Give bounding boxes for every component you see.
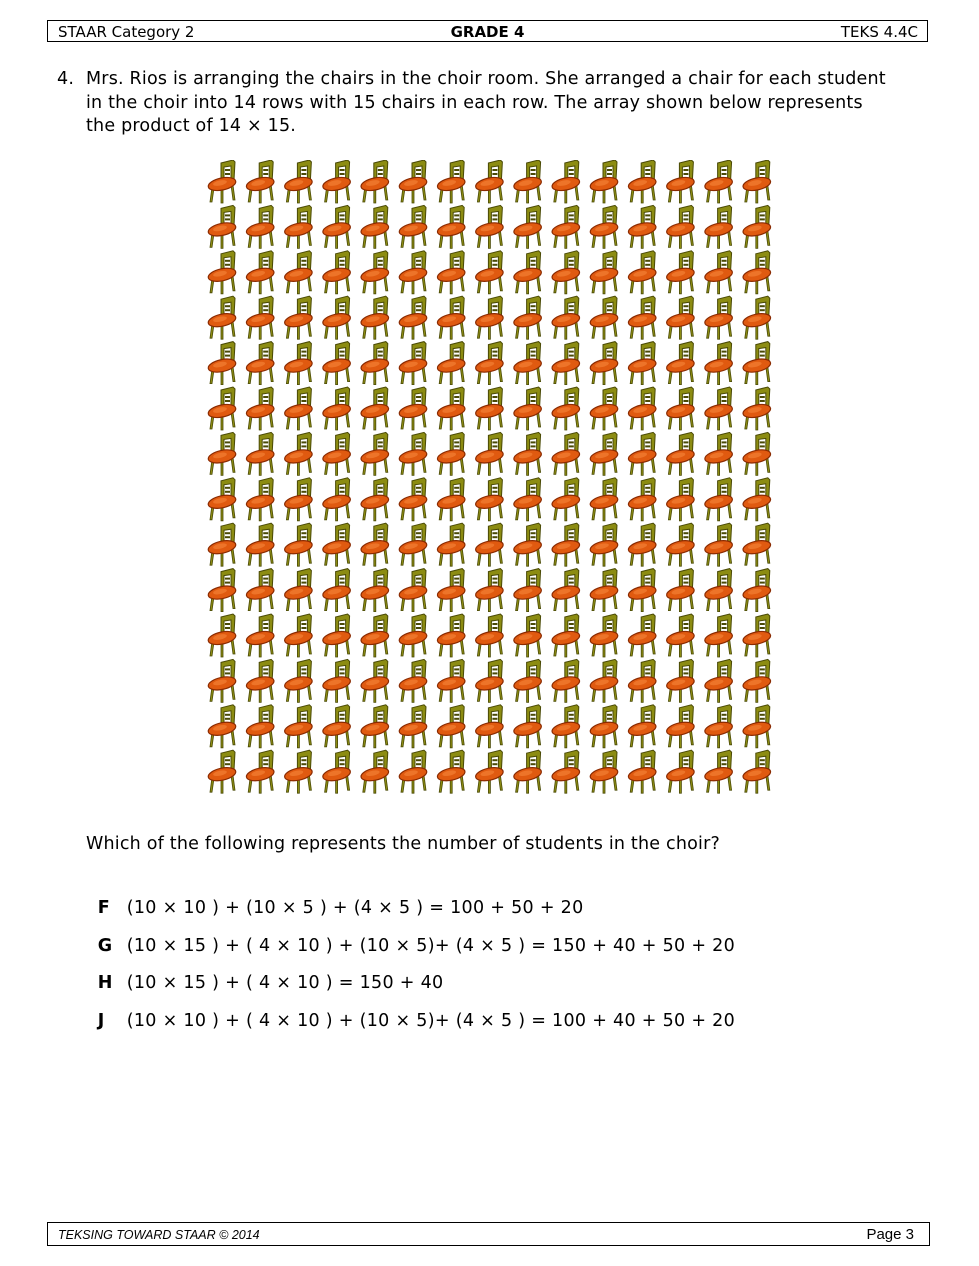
- question-number: 4.: [57, 69, 75, 89]
- chair-icon: [551, 659, 581, 702]
- chair-icon: [207, 387, 237, 430]
- chair-icon: [551, 523, 581, 566]
- choice-g[interactable]: [86, 916, 735, 956]
- chair-icon: [436, 432, 466, 475]
- chair-icon: [589, 251, 619, 294]
- choice-text: (10 × 15 ) + ( 4 × 10 ) = 150 + 40: [126, 973, 444, 993]
- chair-icon: [742, 296, 772, 339]
- chair-icon: [665, 614, 695, 657]
- chair-icon: [589, 750, 619, 793]
- chair-icon: [207, 523, 237, 566]
- chair-icon: [742, 432, 772, 475]
- chair-icon: [360, 705, 390, 748]
- chair-icon: [742, 569, 772, 612]
- chair-icon: [436, 523, 466, 566]
- chair-icon: [322, 432, 352, 475]
- chair-icon: [704, 659, 734, 702]
- chair-icon: [245, 205, 275, 248]
- chair-icon: [513, 342, 543, 385]
- chair-icon: [360, 523, 390, 566]
- chair-icon: [207, 478, 237, 521]
- chair-icon: [513, 205, 543, 248]
- chair-icon: [513, 478, 543, 521]
- chair-icon: [245, 614, 275, 657]
- chair-icon: [513, 705, 543, 748]
- chair-icon: [589, 659, 619, 702]
- choice-text: (10 × 10 ) + ( 4 × 10 ) + (10 × 5)+ (4 × 5 ) = 100 + 40 + 50 + 20: [126, 1011, 736, 1031]
- choice-j[interactable]: [86, 991, 735, 1031]
- chair-icon: [742, 387, 772, 430]
- chair-icon: [742, 205, 772, 248]
- chair-icon: [513, 160, 543, 203]
- chair-icon: [742, 659, 772, 702]
- choice-h[interactable]: [86, 953, 443, 993]
- chair-icon: [283, 251, 313, 294]
- chair-icon: [589, 160, 619, 203]
- chair-icon: [283, 614, 313, 657]
- chair-icon: [283, 387, 313, 430]
- chair-icon: [589, 705, 619, 748]
- chair-icon: [322, 659, 352, 702]
- chair-icon: [474, 387, 504, 430]
- chair-icon: [665, 750, 695, 793]
- chair-icon: [398, 432, 428, 475]
- chair-icon: [742, 523, 772, 566]
- chair-icon: [436, 387, 466, 430]
- chair-icon: [513, 750, 543, 793]
- chair-icon: [436, 614, 466, 657]
- chair-icon: [322, 342, 352, 385]
- chair-icon: [322, 614, 352, 657]
- chair-icon: [245, 705, 275, 748]
- chair-icon: [665, 296, 695, 339]
- chair-icon: [513, 296, 543, 339]
- chair-icon: [207, 659, 237, 702]
- chair-icon: [207, 569, 237, 612]
- chair-icon: [627, 387, 657, 430]
- chair-icon: [398, 705, 428, 748]
- chair-icon: [474, 342, 504, 385]
- chair-icon: [283, 432, 313, 475]
- chair-icon: [627, 659, 657, 702]
- chair-icon: [283, 569, 313, 612]
- chair-icon: [551, 387, 581, 430]
- chair-icon: [245, 160, 275, 203]
- chair-icon: [436, 251, 466, 294]
- chair-icon: [360, 614, 390, 657]
- chair-icon: [513, 659, 543, 702]
- chair-icon: [283, 205, 313, 248]
- choice-text: (10 × 15 ) + ( 4 × 10 ) + (10 × 5)+ (4 × 5 ) = 150 + 40 + 50 + 20: [126, 936, 736, 956]
- chair-array: [204, 160, 778, 796]
- chair-icon: [360, 296, 390, 339]
- chair-icon: [513, 614, 543, 657]
- chair-icon: [551, 205, 581, 248]
- chair-icon: [398, 478, 428, 521]
- chair-icon: [245, 659, 275, 702]
- chair-icon: [665, 432, 695, 475]
- chair-icon: [360, 342, 390, 385]
- chair-icon: [474, 205, 504, 248]
- chair-icon: [360, 251, 390, 294]
- chair-icon: [627, 296, 657, 339]
- chair-icon: [283, 750, 313, 793]
- chair-icon: [398, 523, 428, 566]
- chair-icon: [398, 387, 428, 430]
- chair-icon: [474, 659, 504, 702]
- chair-icon: [360, 432, 390, 475]
- chair-icon: [551, 296, 581, 339]
- chair-icon: [551, 478, 581, 521]
- chair-icon: [360, 387, 390, 430]
- chair-icon: [207, 614, 237, 657]
- chair-icon: [207, 296, 237, 339]
- chair-icon: [589, 569, 619, 612]
- chair-icon: [589, 296, 619, 339]
- chair-icon: [742, 750, 772, 793]
- chair-icon: [398, 659, 428, 702]
- chair-icon: [360, 750, 390, 793]
- chair-icon: [704, 432, 734, 475]
- chair-icon: [360, 659, 390, 702]
- chair-icon: [436, 705, 466, 748]
- chair-icon: [742, 705, 772, 748]
- chair-icon: [207, 160, 237, 203]
- chair-icon: [207, 432, 237, 475]
- chair-icon: [322, 705, 352, 748]
- choice-letter: H: [97, 973, 113, 993]
- chair-icon: [283, 160, 313, 203]
- chair-icon: [551, 614, 581, 657]
- chair-icon: [551, 251, 581, 294]
- chair-icon: [398, 569, 428, 612]
- chair-icon: [627, 160, 657, 203]
- chair-icon: [704, 342, 734, 385]
- page-number: Page 3: [866, 1226, 914, 1243]
- chair-icon: [513, 432, 543, 475]
- chair-icon: [436, 342, 466, 385]
- chair-icon: [474, 296, 504, 339]
- chair-icon: [551, 569, 581, 612]
- chair-icon: [245, 569, 275, 612]
- chair-icon: [207, 251, 237, 294]
- chair-icon: [704, 387, 734, 430]
- chair-icon: [436, 478, 466, 521]
- chair-icon: [207, 342, 237, 385]
- choice-letter: G: [97, 936, 113, 956]
- chair-icon: [398, 251, 428, 294]
- answer-prompt: Which of the following represents the number of students in the choir?: [86, 834, 720, 854]
- chair-icon: [245, 432, 275, 475]
- chair-icon: [474, 705, 504, 748]
- chair-icon: [436, 569, 466, 612]
- chair-icon: [627, 478, 657, 521]
- chair-icon: [513, 523, 543, 566]
- chair-icon: [398, 205, 428, 248]
- chair-icon: [245, 523, 275, 566]
- chair-icon: [207, 205, 237, 248]
- chair-icon: [245, 251, 275, 294]
- header-category: STAAR Category 2: [58, 23, 195, 41]
- chair-icon: [398, 614, 428, 657]
- chair-icon: [398, 342, 428, 385]
- chair-icon: [627, 432, 657, 475]
- chair-icon: [665, 478, 695, 521]
- chair-icon: [704, 251, 734, 294]
- chair-icon: [436, 659, 466, 702]
- chair-icon: [322, 523, 352, 566]
- chair-icon: [360, 205, 390, 248]
- chair-icon: [742, 342, 772, 385]
- chair-icon: [283, 659, 313, 702]
- chair-icon: [704, 705, 734, 748]
- chair-icon: [704, 478, 734, 521]
- chair-icon: [742, 614, 772, 657]
- chair-icon: [742, 160, 772, 203]
- chair-icon: [627, 614, 657, 657]
- page-footer: [47, 1222, 930, 1246]
- chair-icon: [283, 478, 313, 521]
- chair-icon: [665, 523, 695, 566]
- chair-icon: [742, 251, 772, 294]
- chair-icon: [589, 387, 619, 430]
- chair-icon: [283, 342, 313, 385]
- chair-icon: [474, 478, 504, 521]
- chair-icon: [207, 750, 237, 793]
- chair-array-graphic: [204, 160, 778, 796]
- chair-icon: [704, 296, 734, 339]
- chair-icon: [474, 160, 504, 203]
- choice-letter: F: [97, 898, 110, 918]
- footer-copyright: TEKSING TOWARD STAAR © 2014: [58, 1228, 260, 1242]
- chair-icon: [589, 478, 619, 521]
- chair-icon: [283, 296, 313, 339]
- chair-icon: [245, 342, 275, 385]
- chair-icon: [704, 160, 734, 203]
- chair-icon: [322, 750, 352, 793]
- chair-icon: [360, 160, 390, 203]
- chair-icon: [665, 387, 695, 430]
- chair-icon: [513, 251, 543, 294]
- chair-icon: [322, 205, 352, 248]
- chair-icon: [474, 569, 504, 612]
- chair-icon: [322, 387, 352, 430]
- chair-icon: [665, 569, 695, 612]
- chair-icon: [398, 160, 428, 203]
- chair-icon: [398, 750, 428, 793]
- chair-icon: [551, 342, 581, 385]
- chair-icon: [283, 705, 313, 748]
- chair-icon: [704, 569, 734, 612]
- page-header: [47, 20, 928, 42]
- chair-icon: [665, 342, 695, 385]
- header-teks: TEKS 4.4C: [840, 23, 918, 41]
- chair-icon: [474, 432, 504, 475]
- chair-icon: [665, 659, 695, 702]
- chair-icon: [283, 523, 313, 566]
- chair-icon: [551, 160, 581, 203]
- chair-icon: [589, 614, 619, 657]
- chair-icon: [627, 569, 657, 612]
- chair-icon: [360, 478, 390, 521]
- chair-icon: [665, 251, 695, 294]
- chair-icon: [704, 523, 734, 566]
- chair-icon: [665, 705, 695, 748]
- chair-icon: [665, 160, 695, 203]
- chair-icon: [436, 205, 466, 248]
- chair-icon: [627, 705, 657, 748]
- chair-icon: [589, 205, 619, 248]
- chair-icon: [322, 569, 352, 612]
- chair-icon: [551, 705, 581, 748]
- chair-icon: [474, 251, 504, 294]
- chair-icon: [207, 705, 237, 748]
- chair-icon: [704, 614, 734, 657]
- chair-icon: [360, 569, 390, 612]
- choice-text: (10 × 10 ) + (10 × 5 ) + (4 × 5 ) = 100 + 50 + 20: [126, 898, 584, 918]
- chair-icon: [627, 251, 657, 294]
- chair-icon: [474, 750, 504, 793]
- chair-icon: [627, 205, 657, 248]
- chair-icon: [474, 523, 504, 566]
- chair-icon: [398, 296, 428, 339]
- chair-icon: [513, 569, 543, 612]
- chair-icon: [551, 750, 581, 793]
- chair-icon: [589, 432, 619, 475]
- chair-icon: [589, 342, 619, 385]
- chair-icon: [589, 523, 619, 566]
- chair-icon: [627, 523, 657, 566]
- chair-icon: [322, 478, 352, 521]
- chair-icon: [436, 750, 466, 793]
- chair-icon: [627, 750, 657, 793]
- chair-icon: [513, 387, 543, 430]
- chair-icon: [245, 296, 275, 339]
- chair-icon: [704, 750, 734, 793]
- chair-icon: [322, 296, 352, 339]
- question-text: Mrs. Rios is arranging the chairs in the choir room. She arranged a chair for each student in the choir into 14 rows with 15 chairs in each row. The array shown below represents the product of 14 × 15.: [86, 69, 886, 136]
- chair-icon: [322, 160, 352, 203]
- chair-icon: [245, 478, 275, 521]
- chair-icon: [627, 342, 657, 385]
- chair-icon: [322, 251, 352, 294]
- choice-f[interactable]: [86, 878, 584, 918]
- chair-icon: [704, 205, 734, 248]
- chair-icon: [742, 478, 772, 521]
- chair-icon: [474, 614, 504, 657]
- header-grade: GRADE 4: [450, 23, 525, 41]
- chair-icon: [436, 160, 466, 203]
- chair-icon: [436, 296, 466, 339]
- choice-letter: J: [97, 1011, 105, 1031]
- chair-icon: [245, 750, 275, 793]
- chair-icon: [665, 205, 695, 248]
- chair-icon: [245, 387, 275, 430]
- chair-icon: [551, 432, 581, 475]
